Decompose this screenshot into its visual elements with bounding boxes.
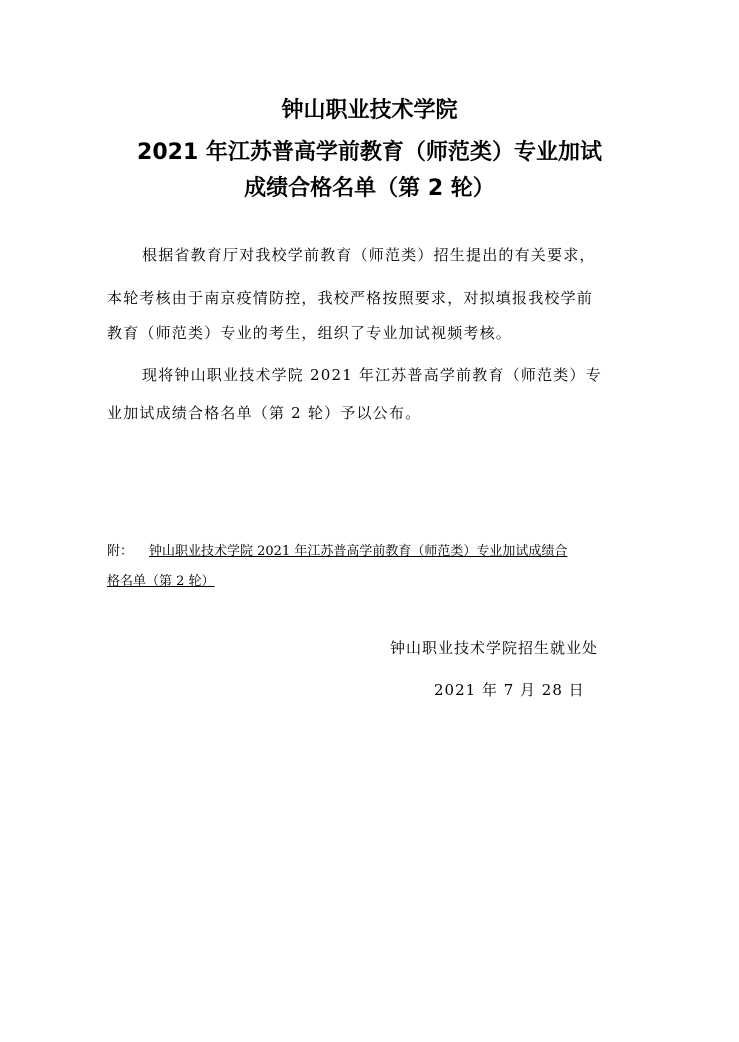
attachment-link-line-1[interactable]: 钟山职业技术学院 2021 年江苏普高学前教育（师范类）专业加试成绩合: [149, 544, 568, 559]
paragraph-2-line-2: 业加试成绩合格名单（第 2 轮）予以公布。: [107, 404, 422, 422]
signature-organization: 钟山职业技术学院招生就业处: [390, 639, 599, 657]
paragraph-1-line-2: 本轮考核由于南京疫情防控，我校严格按照要求，对拟填报我校学前: [107, 289, 594, 307]
paragraph-1-line-3: 教育（师范类）专业的考生，组织了专业加试视频考核。: [107, 324, 513, 342]
attachment-link-line-2[interactable]: 格名单（第 2 轮）: [107, 574, 215, 589]
signature-date: 2021 年 7 月 28 日: [434, 681, 585, 699]
paragraph-2-line-1: 现将钟山职业技术学院 2021 年江苏普高学前教育（师范类）专: [142, 366, 602, 384]
document-title-line-1: 钟山职业技术学院: [281, 98, 458, 123]
attachment-label: 附：: [107, 544, 134, 559]
paragraph-1-line-1: 根据省教育厅对我校学前教育（师范类）招生提出的有关要求，: [142, 246, 596, 264]
document-title-line-2: 2021 年江苏普高学前教育（师范类）专业加试: [137, 140, 602, 165]
document-title-line-3: 成绩合格名单（第 2 轮）: [244, 176, 495, 201]
